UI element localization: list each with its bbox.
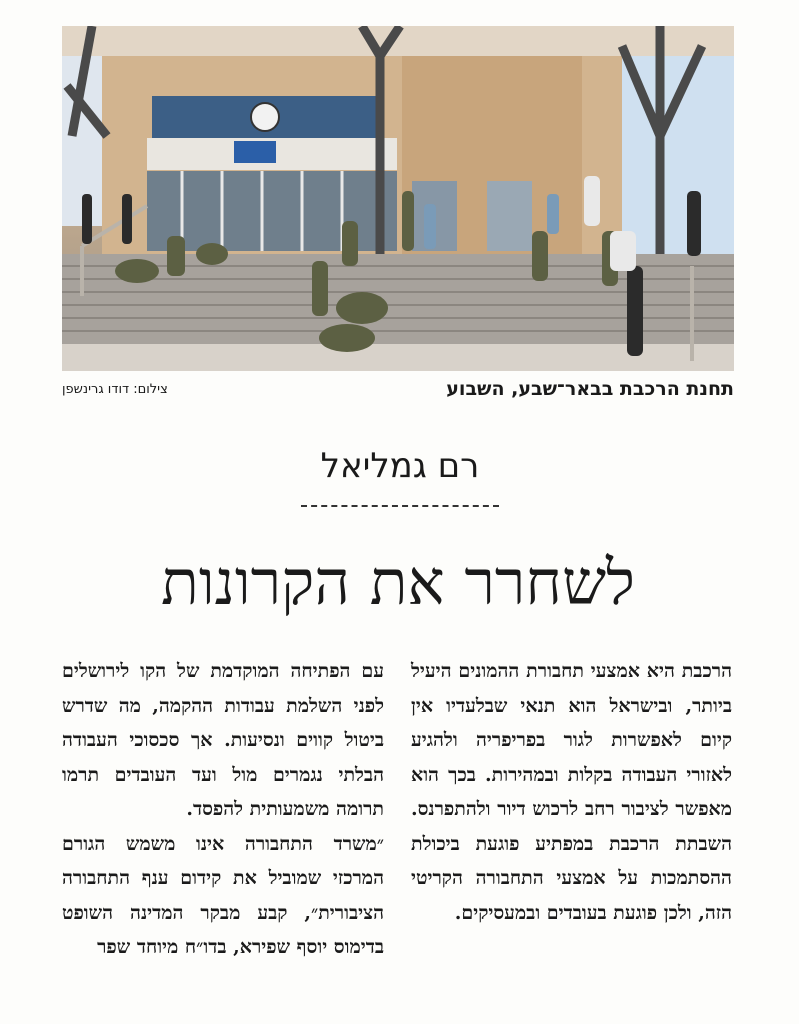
- article-headline: לשחרר את הקרונות: [161, 546, 635, 619]
- caption-text: תחנת הרכבת בבאר־שבע, השבוע: [446, 378, 734, 400]
- column-paragraph: ״משרד התחבורה אינו משמש הגורם המרכזי שמוביל את קידום ענף התחבורה הציבורית״, קבע מבקר המדינה השופט בדימוס יוסף שפירא, בדו״ח מיוחד שפר: [62, 832, 384, 958]
- author-divider: [301, 505, 499, 507]
- article-column-left: [62, 654, 384, 965]
- photo-credit: צילום: דודו גרינשפן: [62, 382, 168, 397]
- photo-caption: [62, 378, 734, 404]
- train-station-photo-icon: [62, 26, 734, 371]
- article-column-right: הרכבת היא אמצעי תחבורת ההמונים היעיל ביותר, ובישראל הוא תנאי שבלעדיו אין קיום לאפשרות לגור בפריפריה ולהגיע לאזורי העבודה בקלות ובמהירות. בכך הוא מאפשר לציבור רחב לרכוש דיור ולהתפרנס. השבתת הרכבת במפתיע פוגעת ביכולת ההסתמכות על אמצעי התחבורה הקריטי הזה, ולכן פוגעת בעובדים ובמעסיקים.: [411, 660, 732, 924]
- article-photo: [62, 26, 734, 371]
- author-name: רם גמליאל: [320, 446, 480, 486]
- column-paragraph: עם הפתיחה המוקדמת של הקו לירושלים לפני השלמת עבודות ההקמה, מה שדרש ביטול קווים ונסיעות. אך סכסוכי העבודה הבלתי נגמרים מול ועד העובדים תרמו תרומה משמעותית להפסד.: [62, 660, 384, 820]
